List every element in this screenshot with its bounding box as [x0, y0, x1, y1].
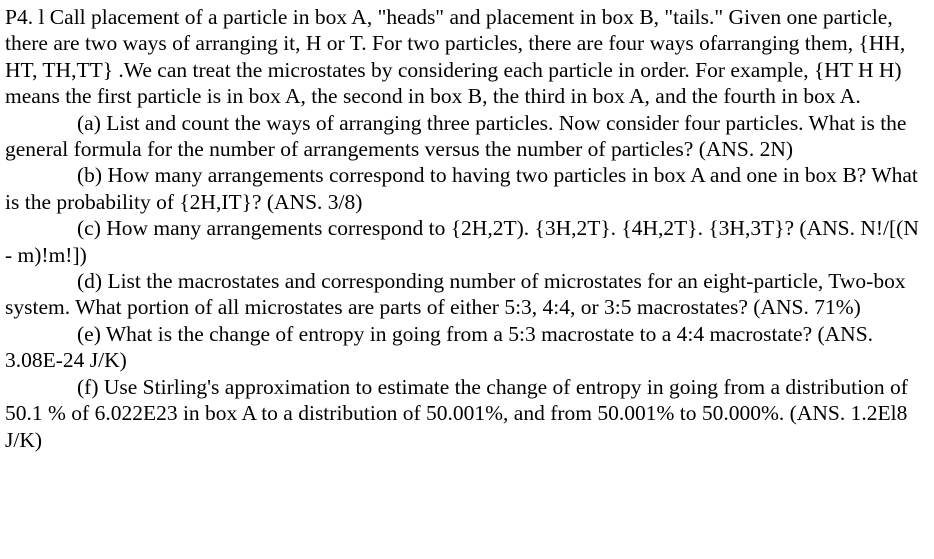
problem-intro: P4. l Call placement of a particle in box A, "heads" and placement in box B, "tails." Given one particle, there are two ways of arranging it, H or T. For two particles, there are four ways ofarranging them, {HH, HT, TH,TT} .We can treat the microstates by considering each particle in order. For example, {HT H H) means the first particle is in box A, the second in box B, the third in box A, and the fourth in box A.	[5, 5, 906, 109]
part-f: (f) Use Stirling's approximation to estimate the change of entropy in going from a distribution of 50.1 % of 6.022E23 in box A to a distribution of 50.001%, and from 50.001% to 50.000%. (ANS. 1.2El8 J/K)	[5, 374, 908, 452]
part-d: (d) List the macrostates and corresponding number of microstates for an eight-particle, Two-box system. What portion of all microstates are parts of either 5:3, 4:4, or 3:5 macrostates? (ANS. 71%)	[5, 269, 906, 320]
part-e: (e) What is the change of entropy in going from a 5:3 macrostate to a 4:4 macrostate? (ANS. 3.08E-24 J/K)	[5, 321, 874, 373]
part-a: (a) List and count the ways of arranging three particles. Now consider four particles. What is the general formula for the number of arrangements versus the number of particles? (ANS. 2N)	[5, 110, 907, 162]
part-c: (c) How many arrangements correspond to {2H,2T). {3H,2T}. {4H,2T}. {3H,3T}? (ANS. N!/[(N - m)!m!])	[5, 216, 919, 267]
part-b: (b) How many arrangements correspond to having two particles in box A and one in box B? What is the probability of {2H,IT}? (ANS. 3/8)	[5, 163, 918, 214]
